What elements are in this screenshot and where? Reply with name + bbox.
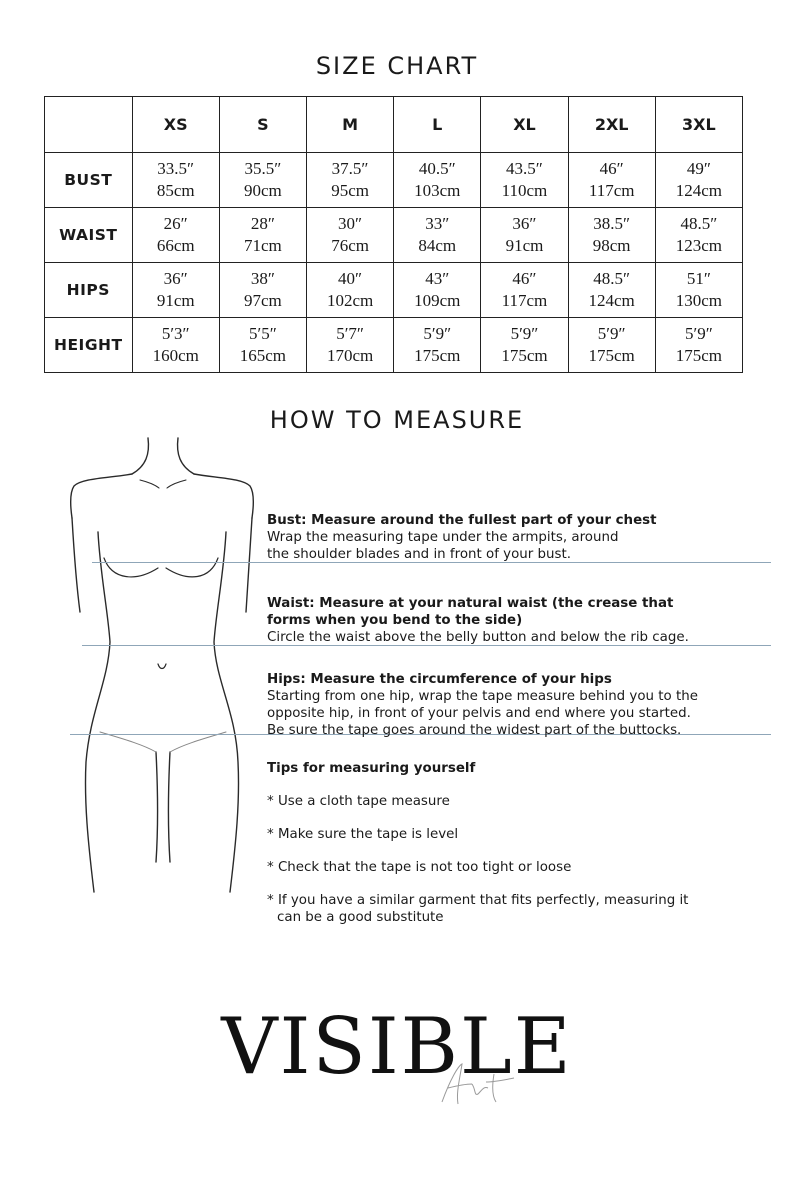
bust-text-line: the shoulder blades and in front of your bust. <box>267 547 572 562</box>
cell-inches: 5′5″ <box>249 324 277 343</box>
cell-inches: 36″ <box>512 214 537 233</box>
table-cell <box>481 208 568 263</box>
table-cell <box>481 318 568 373</box>
bust-curve-left <box>104 558 158 577</box>
row-label-waist: WAIST <box>45 208 133 263</box>
corner-cell <box>45 97 133 153</box>
cell-inches: 35.5″ <box>244 159 282 178</box>
tips-title: Tips for measuring yourself <box>267 761 476 776</box>
table-cell <box>307 153 394 208</box>
cell-cm: 124cm <box>588 291 635 310</box>
cell-inches: 28″ <box>250 214 275 233</box>
cell-inches: 33.5″ <box>157 159 195 178</box>
cell-cm: 160cm <box>152 346 199 365</box>
size-header-s: S <box>219 97 306 153</box>
table-row <box>45 153 743 208</box>
size-header-row <box>45 97 743 153</box>
cell-inches: 46″ <box>512 269 537 288</box>
tip-text-line: can be a good substitute <box>277 910 444 925</box>
size-header-xl: XL <box>481 97 568 153</box>
cell-cm: 124cm <box>675 181 723 200</box>
bust-curve-right <box>166 558 218 577</box>
hips-heading: Hips: Measure the circumference of your hips <box>267 672 612 687</box>
bust-instructions <box>267 512 657 563</box>
cell-cm: 91cm <box>156 291 195 310</box>
table-cell <box>481 263 568 318</box>
bust-heading: Bust: Measure around the fullest part of your chest <box>267 513 657 528</box>
size-header-l: L <box>394 97 481 153</box>
table-cell <box>219 318 306 373</box>
cell-cm: 84cm <box>418 236 457 255</box>
table-cell <box>307 318 394 373</box>
table-cell <box>568 263 655 318</box>
cell-inches: 5′7″ <box>336 324 364 343</box>
cell-inches: 5′3″ <box>161 324 190 343</box>
cell-cm: 71cm <box>244 236 282 255</box>
cell-inches: 46″ <box>599 159 624 178</box>
cell-inches: 36″ <box>163 269 188 288</box>
cell-cm: 98cm <box>592 236 631 255</box>
cell-cm: 76cm <box>331 236 369 255</box>
cell-inches: 40.5″ <box>418 159 456 178</box>
size-header-2xl: 2XL <box>568 97 655 153</box>
how-to-measure-title: HOW TO MEASURE <box>269 406 525 434</box>
shoulder-left <box>71 474 132 518</box>
row-label-bust: BUST <box>45 153 133 208</box>
table-cell <box>655 153 742 208</box>
cell-inches: 37.5″ <box>331 159 369 178</box>
cell-cm: 175cm <box>675 346 723 365</box>
cell-cm: 170cm <box>326 346 374 365</box>
brand-logo: VISIBLE <box>221 1002 573 1092</box>
cell-cm: 66cm <box>156 236 195 255</box>
table-cell <box>655 263 742 318</box>
bust-text-line: Wrap the measuring tape under the armpits, around <box>267 530 619 545</box>
table-cell <box>219 153 306 208</box>
table-cell <box>394 263 481 318</box>
tips-heading <box>267 760 475 777</box>
cell-inches: 43″ <box>425 269 450 288</box>
collarbone-right <box>167 480 186 488</box>
cell-cm: 175cm <box>588 346 635 365</box>
table-cell <box>394 208 481 263</box>
cell-cm: 175cm <box>501 346 548 365</box>
tip-item: * Make sure the tape is level <box>267 827 459 842</box>
waist-heading: Waist: Measure at your natural waist (the crease that <box>267 596 674 611</box>
table-row <box>45 318 743 373</box>
tip-item <box>267 892 688 926</box>
table-row <box>45 263 743 318</box>
cell-inches: 38″ <box>250 269 275 288</box>
hips-text-line: Starting from one hip, wrap the tape measure behind you to the <box>267 689 698 704</box>
cell-cm: 95cm <box>331 181 369 200</box>
cell-inches: 5′9″ <box>597 324 626 343</box>
cell-inches: 5′9″ <box>510 324 539 343</box>
tip-item: * Check that the tape is not too tight or loose <box>267 860 572 875</box>
body-figure-illustration <box>60 432 270 902</box>
shoulder-right <box>194 474 253 518</box>
arm-right <box>246 518 252 612</box>
table-cell <box>655 318 742 373</box>
hips-text-line: opposite hip, in front of your pelvis and end where you started. <box>267 706 691 721</box>
cell-inches: 33″ <box>425 214 450 233</box>
torso-left <box>85 532 110 892</box>
table-cell <box>219 208 306 263</box>
cell-cm: 91cm <box>505 236 544 255</box>
row-label-height: HEIGHT <box>45 318 133 373</box>
cell-inches: 49″ <box>686 159 711 178</box>
cell-inches: 43.5″ <box>506 159 543 178</box>
table-cell <box>481 153 568 208</box>
table-cell <box>568 153 655 208</box>
size-header-xs: XS <box>132 97 219 153</box>
collarbone-left <box>140 480 159 488</box>
cell-cm: 97cm <box>244 291 282 310</box>
navel <box>158 664 166 669</box>
cell-inches: 30″ <box>338 214 363 233</box>
hips-text-line: Be sure the tape goes around the widest part of the buttocks. <box>267 723 682 738</box>
tip-item: * Use a cloth tape measure <box>267 794 450 809</box>
cell-inches: 26″ <box>163 214 188 233</box>
waist-heading-cont: forms when you bend to the side) <box>267 613 523 628</box>
cell-cm: 175cm <box>414 346 461 365</box>
table-cell <box>394 153 481 208</box>
cell-cm: 85cm <box>156 181 195 200</box>
cell-inches: 38.5″ <box>593 214 631 233</box>
table-cell <box>132 318 219 373</box>
cell-inches: 5′9″ <box>684 324 713 343</box>
row-label-hips: HIPS <box>45 263 133 318</box>
cell-cm: 110cm <box>501 181 548 200</box>
table-cell <box>132 208 219 263</box>
cell-cm: 109cm <box>414 291 461 310</box>
arm-left <box>72 518 80 612</box>
cell-cm: 102cm <box>326 291 374 310</box>
table-cell <box>655 208 742 263</box>
size-chart-title: SIZE CHART <box>315 52 479 80</box>
hips-instructions <box>267 671 698 739</box>
table-cell <box>568 318 655 373</box>
hip-line-right <box>170 732 226 752</box>
cell-cm: 117cm <box>501 291 548 310</box>
neck-right-line <box>178 438 194 474</box>
cell-cm: 165cm <box>239 346 287 365</box>
size-chart-table <box>44 96 743 373</box>
hip-line-left <box>100 732 156 752</box>
cell-inches: 5′9″ <box>423 324 452 343</box>
table-cell <box>568 208 655 263</box>
cell-cm: 123cm <box>675 236 723 255</box>
neck-left-line <box>132 438 148 474</box>
cell-inches: 51″ <box>686 269 711 288</box>
cell-inches: 40″ <box>338 269 363 288</box>
inner-leg-left <box>156 752 158 862</box>
table-cell <box>394 318 481 373</box>
table-row <box>45 208 743 263</box>
cell-cm: 103cm <box>414 181 461 200</box>
waist-text-line: Circle the waist above the belly button and below the rib cage. <box>267 630 689 645</box>
cell-cm: 130cm <box>675 291 723 310</box>
table-cell <box>132 153 219 208</box>
size-header-3xl: 3XL <box>655 97 742 153</box>
waist-instructions <box>267 595 689 646</box>
table-cell <box>307 263 394 318</box>
cell-inches: 48.5″ <box>593 269 631 288</box>
inner-leg-right <box>169 752 171 862</box>
size-header-m: M <box>307 97 394 153</box>
cell-inches: 48.5″ <box>680 214 718 233</box>
table-cell <box>219 263 306 318</box>
cell-cm: 117cm <box>588 181 635 200</box>
brand-signature <box>428 1060 528 1110</box>
tip-text-line: * If you have a similar garment that fits perfectly, measuring it <box>267 893 689 908</box>
torso-right <box>214 532 239 892</box>
cell-cm: 90cm <box>244 181 282 200</box>
table-cell <box>307 208 394 263</box>
table-cell <box>132 263 219 318</box>
